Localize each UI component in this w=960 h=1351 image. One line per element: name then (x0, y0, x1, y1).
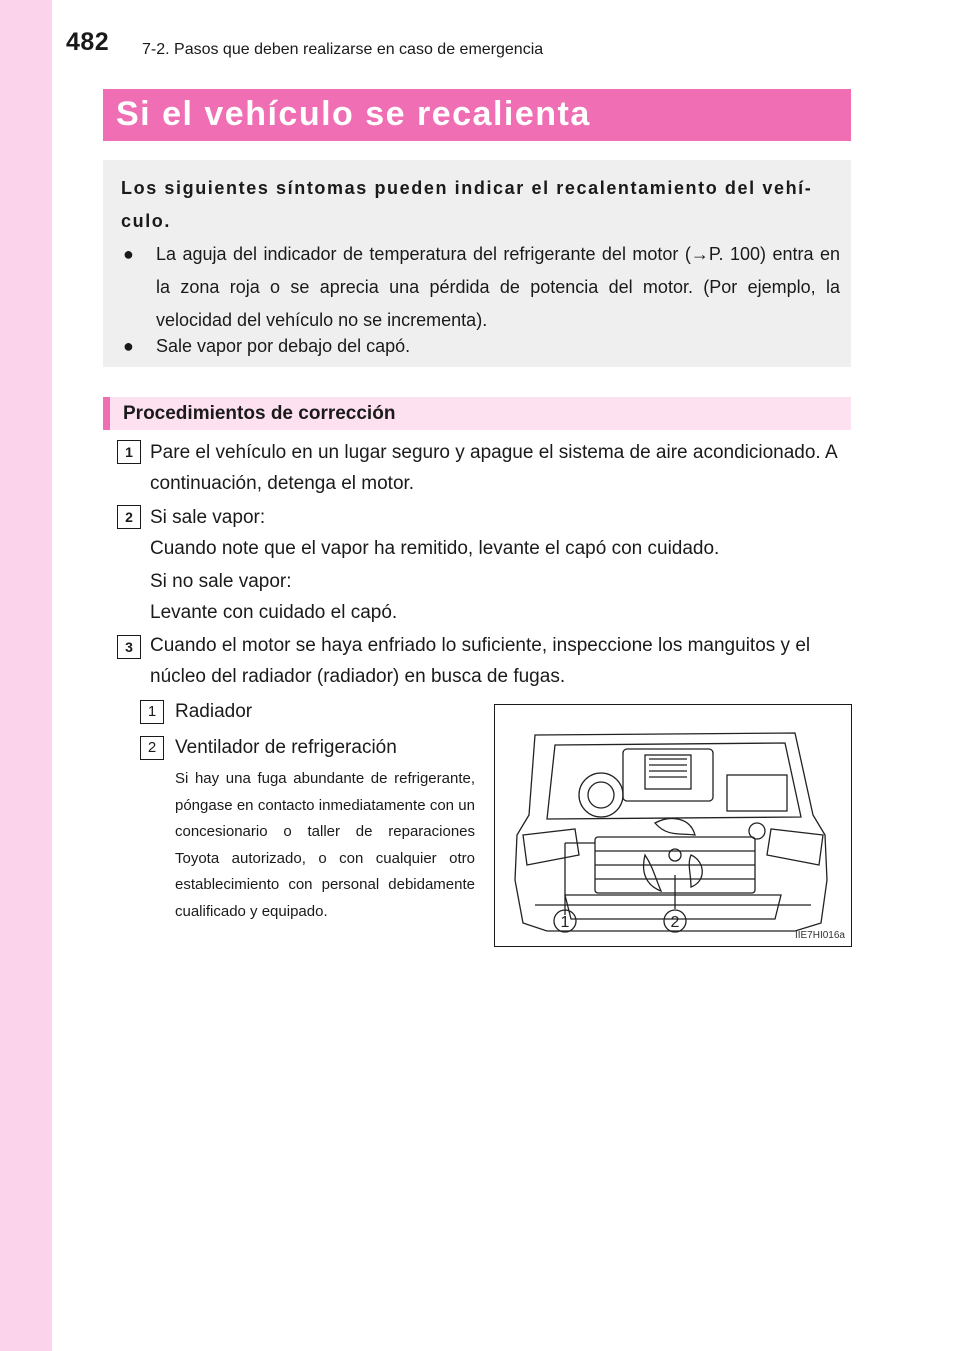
part-number: 2 (140, 736, 164, 760)
step-text: Si no sale vapor: (150, 571, 292, 592)
engine-bay-illustration (495, 705, 851, 946)
step-text: Pare el vehículo en un lugar seguro y apague el sistema de aire acondicionado. A continuación, detenga el motor. (150, 442, 837, 494)
step-text: Cuando note que el vapor ha remitido, levante el capó con cuidado. (150, 538, 720, 559)
bullet-icon: ● (123, 336, 134, 356)
title-bar (103, 89, 851, 141)
part-label: Radiador (175, 701, 253, 722)
step-text: Cuando el motor se haya enfriado lo suficiente, inspeccione los manguitos y el núcleo del radiador (radiador) en busca de fugas. (150, 635, 811, 687)
leak-note: Si hay una fuga abundante de refrigerante, póngase en contacto inmediatamente con un concesionario o taller de reparaciones Toyota autorizado, o con cualquier otro establecimiento con personal debidamente cualificado y equipado. (175, 770, 475, 920)
figure-callout-1: 1 (560, 914, 570, 931)
bullet-icon: ● (123, 244, 134, 264)
section-heading-label: Procedimientos de corrección (123, 403, 396, 424)
engine-bay-figure (494, 704, 852, 947)
symptoms-intro: Los siguientes síntomas pueden indicar el recalentamiento del vehículo. (121, 178, 811, 231)
step-number: 2 (117, 505, 141, 529)
step-number: 1 (117, 440, 141, 464)
page-number: 482 (66, 28, 110, 56)
figure-callout-2: 2 (670, 914, 680, 931)
symptoms-box (103, 160, 851, 367)
side-band (0, 0, 52, 1351)
figure-code: IIE7HI016a (794, 930, 845, 941)
part-label: Ventilador de refrigeración (175, 737, 397, 758)
step-text: Levante con cuidado el capó. (150, 602, 398, 623)
symptom-item: Sale vapor por debajo del capó. (156, 336, 411, 356)
step-text: Si sale vapor: (150, 507, 266, 528)
step-number: 3 (117, 635, 141, 659)
page-title: Si el vehículo se recalienta (116, 95, 591, 133)
section-accent (103, 397, 110, 430)
running-head: 7-2. Pasos que deben realizarse en caso de emergencia (142, 41, 544, 58)
part-number: 1 (140, 700, 164, 724)
symptom-item: La aguja del indicador de temperatura del refrigerante del motor (→P. 100) entra en la zona roja o se aprecia una pérdida de potencia del motor. (Por ejemplo, la velocidad del vehículo no se incrementa). (156, 244, 840, 330)
section-heading (103, 397, 851, 430)
